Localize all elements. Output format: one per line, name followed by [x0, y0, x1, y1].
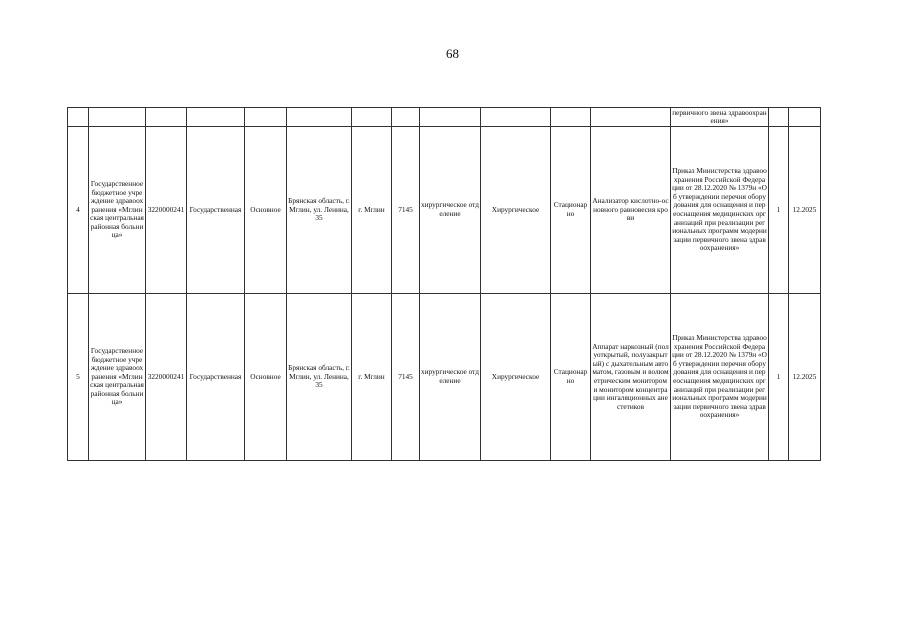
care-form-cell: Стационарно [551, 294, 591, 461]
town-cell: г. Мглин [352, 294, 392, 461]
quantity-cell: 1 [769, 127, 789, 294]
table-cell [187, 108, 245, 127]
table-cell [591, 108, 671, 127]
row-number-cell: 5 [68, 294, 89, 461]
institution-cell: Государственное бюджетное учреждение здравоохранения «Мглинская центральная районная больница» [89, 294, 146, 461]
table-cell [245, 108, 287, 127]
table-cell [769, 108, 789, 127]
postcode-cell: 7145 [392, 127, 420, 294]
table-cell [481, 108, 551, 127]
order-cell: Приказ Министерства здравоохранения Российской Федерации от 28.12.2020 № 1379н «Об утверждении перечня оборудования для оснащения и переоснащения медицинских организаций при реализации региональных программ модернизации первичного звена здравоохранения» [671, 127, 769, 294]
order-cell: Приказ Министерства здравоохранения Российской Федерации от 28.12.2020 № 1379н «Об утверждении перечня оборудования для оснащения и переоснащения медицинских организаций при реализации региональных программ модернизации первичного звена здравоохранения» [671, 294, 769, 461]
department-cell: хирургическое отделение [420, 127, 481, 294]
postcode-cell: 7145 [392, 294, 420, 461]
address-cell: Брянская область, г. Мглин, ул. Ленина, 35 [287, 127, 352, 294]
table-cell [789, 108, 821, 127]
basis-cell: Основное [245, 294, 287, 461]
date-cell: 12.2025 [789, 294, 821, 461]
equipment-cell: Анализатор кислотно-основного равновесия крови [591, 127, 671, 294]
table-row [68, 294, 821, 461]
equipment-cell: Аппарат наркозный (полуоткрытый, полузакрытый) с дыхательным автоматом, газовым и волюметрическим монитором и монитором концентрации ингаляционных анестетиков [591, 294, 671, 461]
town-cell: г. Мглин [352, 127, 392, 294]
ownership-cell: Государственная [187, 294, 245, 461]
department-cell: хирургическое отделение [420, 294, 481, 461]
code-cell: 3220000241 [146, 294, 187, 461]
table-cell [551, 108, 591, 127]
profile-cell: Хирургическое [481, 127, 551, 294]
quantity-cell: 1 [769, 294, 789, 461]
institution-cell: Государственное бюджетное учреждение здравоохранения «Мглинская центральная районная больница» [89, 127, 146, 294]
code-cell: 3220000241 [146, 127, 187, 294]
table-cell [352, 108, 392, 127]
table-cell [146, 108, 187, 127]
row-number-cell: 4 [68, 127, 89, 294]
table-cell [392, 108, 420, 127]
carryover-row [68, 108, 821, 127]
basis-cell: Основное [245, 127, 287, 294]
table-cell [89, 108, 146, 127]
ownership-cell: Государственная [187, 127, 245, 294]
profile-cell: Хирургическое [481, 294, 551, 461]
equipment-table [67, 107, 821, 461]
table-cell [68, 108, 89, 127]
table-cell [287, 108, 352, 127]
order-cell: первичного звена здравоохранения» [672, 107, 767, 126]
table-row [68, 127, 821, 294]
address-cell: Брянская область, г. Мглин, ул. Ленина, 35 [287, 294, 352, 461]
care-form-cell: Стационарно [551, 127, 591, 294]
date-cell: 12.2025 [789, 127, 821, 294]
page-number: 68 [446, 46, 459, 61]
table-cell [420, 108, 481, 127]
